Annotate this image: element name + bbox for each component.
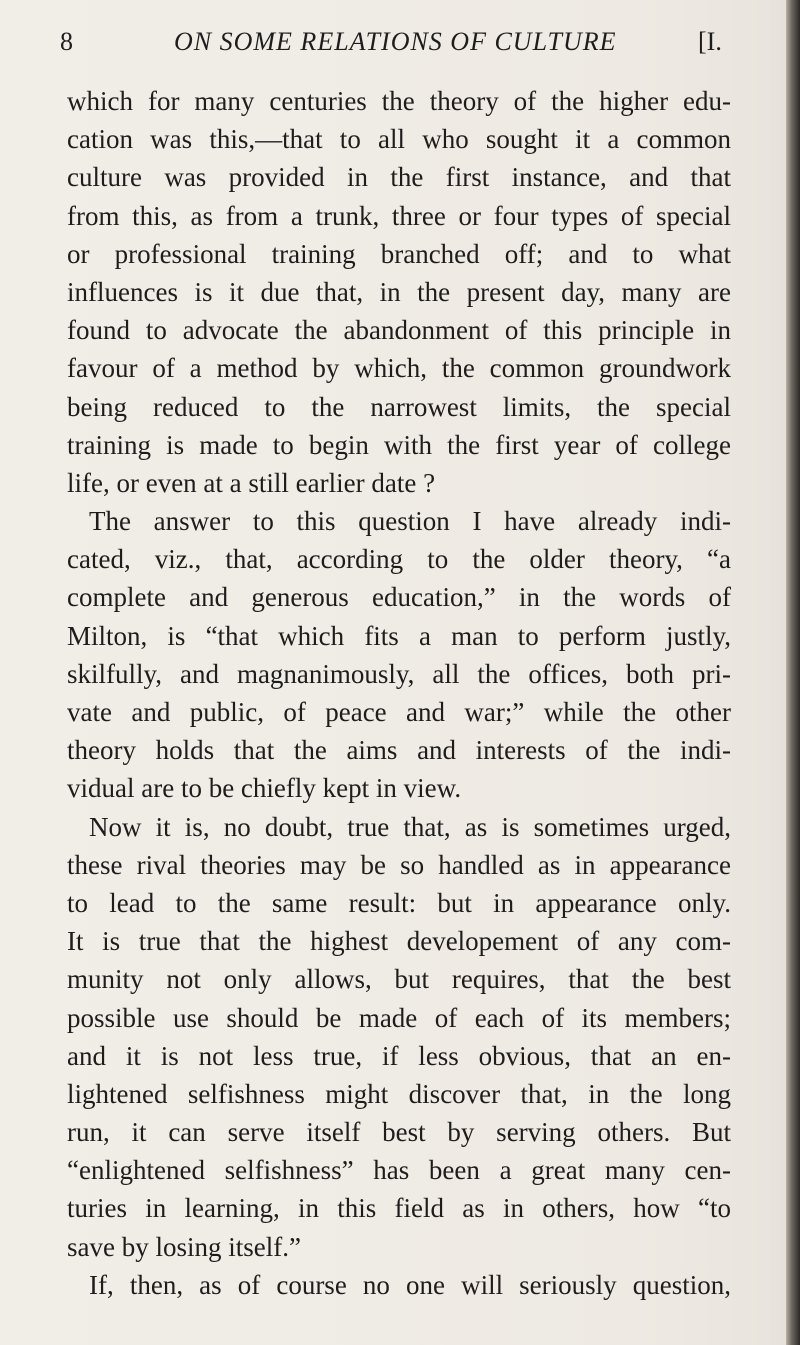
text-line: “enlightened selfishness” has been a great many cen- — [67, 1155, 731, 1186]
section-mark: [I. — [698, 27, 722, 56]
text-line: these rival theories may be so handled as in appearance — [67, 849, 731, 880]
text-line: and it is not less true, if less obvious, that an en- — [67, 1040, 731, 1071]
text-line: turies in learning, in this field as in others, how “to — [67, 1193, 731, 1224]
paragraph-start-line: If, then, as of course no one will seriously question, — [89, 1269, 731, 1300]
text-line: cation was this,—that to all who sought it a common — [67, 124, 731, 155]
text-line: culture was provided in the first instance, and that — [67, 162, 731, 193]
text-line: skilfully, and magnanimously, all the offices, both pri- — [67, 658, 731, 689]
text-line: It is true that the highest developement of any com- — [67, 926, 731, 957]
paragraph-end-line: vidual are to be chiefly kept in view. — [67, 773, 462, 804]
paragraph-end-line: life, or even at a still earlier date ? — [67, 467, 436, 498]
text-line: or professional training branched off; and to what — [67, 238, 731, 269]
text-line: run, it can serve itself best by serving others. But — [67, 1117, 731, 1148]
text-line: which for many centuries the theory of the higher edu- — [67, 86, 731, 116]
text-line: theory holds that the aims and interests of the indi- — [67, 735, 731, 766]
text-line: to lead to the same result: but in appearance only. — [67, 887, 731, 918]
text-line: from this, as from a trunk, three or four types of special — [67, 200, 731, 231]
body-text — [67, 82, 731, 1304]
page-number: 8 — [60, 27, 73, 56]
text-line: being reduced to the narrowest limits, the special — [67, 391, 731, 422]
text-line: favour of a method by which, the common groundwork — [67, 353, 731, 384]
paragraph-start-line: Now it is, no doubt, true that, as is sometimes urged, — [89, 811, 731, 842]
text-line: Milton, is “that which fits a man to perform justly, — [67, 620, 731, 651]
running-header — [60, 22, 740, 62]
text-line: munity not only allows, but requires, that the best — [67, 964, 731, 995]
paragraph-start-line: The answer to this question I have already indi- — [89, 506, 731, 537]
paragraph-end-line: save by losing itself.” — [67, 1231, 301, 1262]
text-line: vate and public, of peace and war;” while the other — [67, 697, 731, 727]
page-binding-edge — [786, 0, 800, 1345]
running-title: ON SOME RELATIONS OF CULTURE — [174, 27, 617, 56]
text-line: complete and generous education,” in the words of — [67, 582, 731, 613]
text-line: found to advocate the abandonment of this principle in — [67, 315, 731, 346]
text-line: possible use should be made of each of its members; — [67, 1002, 731, 1033]
text-line: influences is it due that, in the present day, many are — [67, 276, 731, 307]
text-line: lightened selfishness might discover that, in the long — [67, 1078, 731, 1109]
text-line: training is made to begin with the first year of college — [67, 429, 731, 460]
text-line: cated, viz., that, according to the older theory, “a — [67, 544, 731, 575]
